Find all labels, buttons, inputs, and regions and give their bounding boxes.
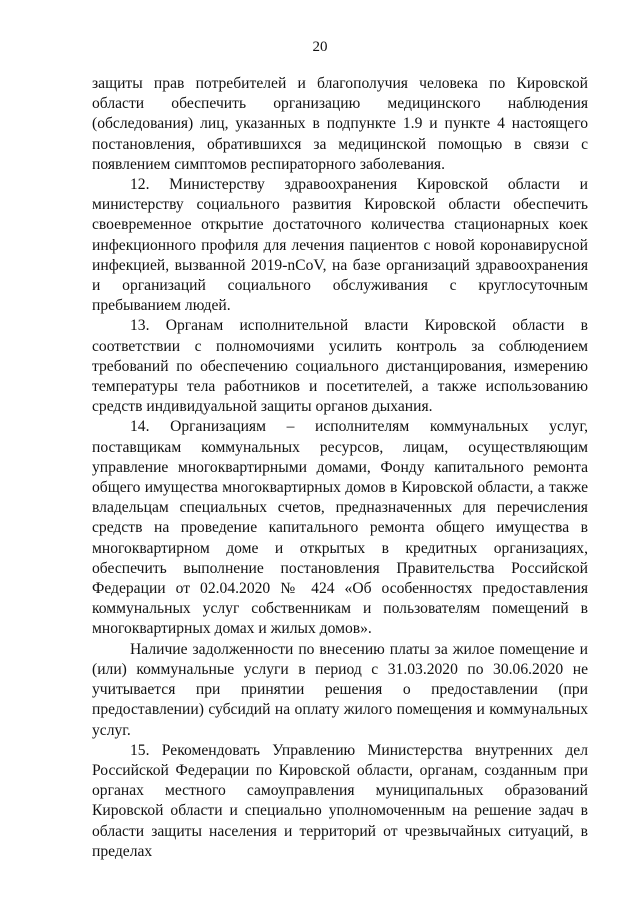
paragraph-item-13: 13. Органам исполнительной власти Кировской области в соответствии с полномочиями усилить контроль за соблюдением требований по обеспечению социального дистанцирования, измерению температуры тела работников и посетителей, а также использованию средств индивидуальной защиты органов дыхания. (92, 317, 588, 416)
paragraph-item-15: 15. Рекомендовать Управлению Министерства внутренних дел Российской Федерации по Кировской области, органам, созданным при органах местного самоуправления муниципальных образований Кировской области и специально уполномоченным на решение задач в области защиты населения и территорий от чрезвычайных ситуаций, в пределах (92, 741, 588, 860)
paragraph-item-14: 14. Организациям – исполнителям коммунальных услуг, поставщикам коммунальных ресурсов, лицам, осуществляющим управление многоквартирными домами, Фонду капитального ремонта общего имущества многоквартирных домов в Кировской области, а также владельцам специальных счетов, предназначенных для перечисления средств на проведение капитального ремонта общего имущества в многоквартирном доме и открытых в кредитных организациях, обеспечить выполнение постановления Правительства Российской Федерации от 02.04.2020 № 424 «Об особенностях предоставления коммунальных услуг собственникам и пользователям помещений в многоквартирных домах и жилых домов». (92, 418, 588, 638)
paragraph-item-14-debt: Наличие задолженности по внесению платы за жилое помещение и (или) коммунальные услуги в период с 31.03.2020 по 30.06.2020 не учитывается при принятии решения о предоставлении (при предоставлении) субсидий на оплату жилого помещения и коммунальных услуг. (92, 640, 588, 739)
paragraph-item-12: 12. Министерству здравоохранения Кировской области и министерству социального развития Кировской области обеспечить своевременное открытие достаточного количества стационарных коек инфекционного профиля для лечения пациентов с новой коронавирусной инфекцией, вызванной 2019-nCoV, на базе организаций здравоохранения и организаций социального обслуживания с круглосуточным пребыванием людей. (92, 176, 588, 315)
paragraph-continued: защиты прав потребителей и благополучия человека по Кировской области обеспечить организацию медицинского наблюдения (обследования) лиц, указанных в подпункте 1.9 и пункте 4 настоящего постановления, обратившихся за медицинской помощью в связи с появлением симптомов респираторного заболевания. (92, 75, 588, 173)
document-body (92, 74, 588, 862)
page-number: 20 (312, 39, 328, 55)
